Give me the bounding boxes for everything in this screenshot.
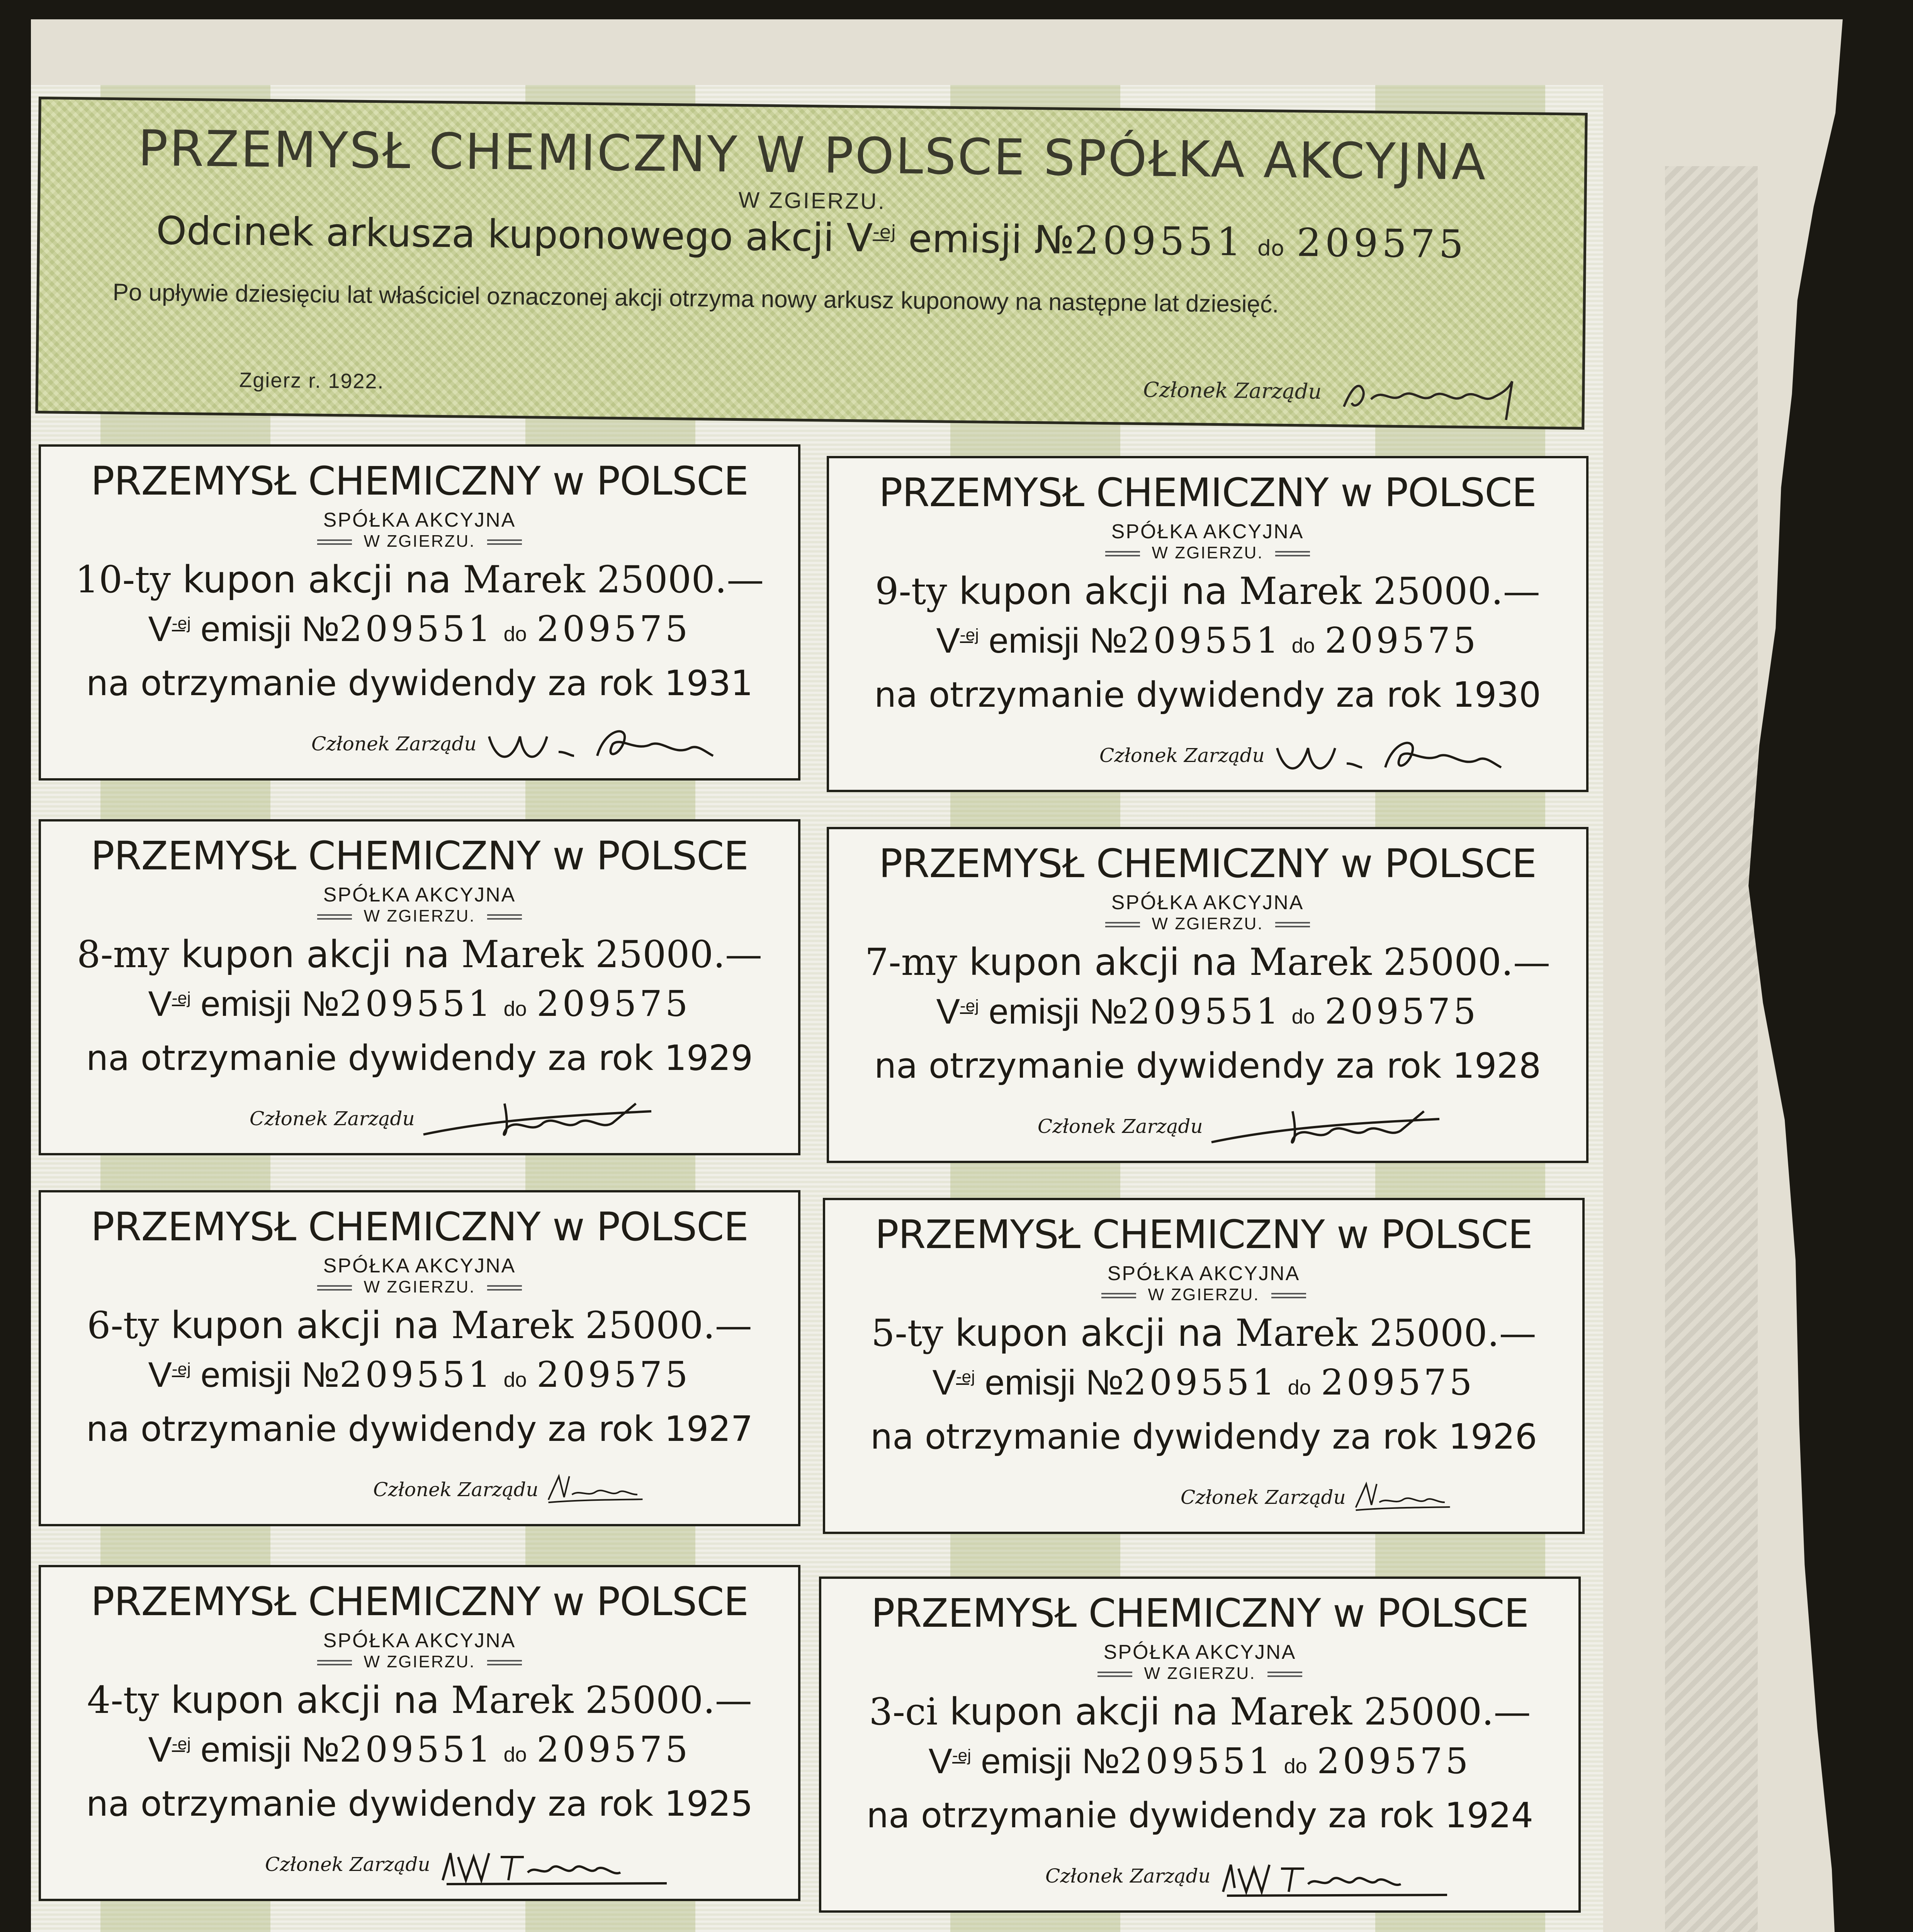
- coupon-amount: 25000.—: [585, 1679, 752, 1722]
- coupon-numero: №: [1086, 1363, 1124, 1402]
- coupon-number-from: 209551: [1123, 1362, 1278, 1403]
- coupon-dividend-line: [825, 1417, 1582, 1457]
- coupon-dividend-line: [41, 1409, 798, 1449]
- coupon-do: do: [1288, 1376, 1311, 1399]
- coupon-year: 1930: [1452, 675, 1541, 715]
- ornament-dash-left: [317, 1285, 352, 1291]
- coupon-member-label: Członek Zarządu: [250, 1107, 415, 1130]
- coupon-member-label: Członek Zarządu: [1038, 1115, 1203, 1138]
- coupon-emisji-sup: -ej: [960, 625, 979, 645]
- header-signature: [1336, 364, 1530, 424]
- coupon-dividend-line: [41, 1784, 798, 1824]
- coupon-do: do: [1291, 1005, 1315, 1028]
- ornament-dash-right: [1275, 922, 1310, 927]
- coupon-member-label: Członek Zarządu: [1099, 744, 1265, 767]
- coupon-signature: [543, 1459, 705, 1517]
- ornament-dash-right: [1267, 1672, 1302, 1677]
- coupon-title: PRZEMYSŁ CHEMICZNY w POLSCE: [91, 1204, 748, 1250]
- coupon-5: [823, 1198, 1585, 1534]
- coupon-signature: [1215, 1845, 1455, 1903]
- coupon-company: SPÓŁKA AKCYJNA: [323, 1255, 516, 1277]
- coupon-ordinal: 3-ci: [869, 1690, 938, 1733]
- coupon-city: [41, 1277, 798, 1297]
- coupon-city-text: W ZGIERZU.: [364, 1277, 476, 1296]
- ornament-dash-left: [1101, 1293, 1136, 1298]
- coupon-ordinal: 7-my: [865, 940, 957, 984]
- coupon-signature: [420, 1088, 659, 1146]
- coupon-number-to: 209575: [537, 608, 691, 650]
- coupon-member-label: Członek Zarządu: [311, 733, 477, 755]
- ornament-dash-right: [1271, 1293, 1306, 1298]
- coupon-number-from: 209551: [1120, 1740, 1274, 1782]
- coupon-city: [41, 1652, 798, 1672]
- coupon-year: 1924: [1444, 1795, 1533, 1836]
- coupon-year: 1928: [1452, 1046, 1541, 1086]
- coupon-company: SPÓŁKA AKCYJNA: [1107, 1262, 1300, 1285]
- coupon-mid-text: kupon akcji na: [949, 1690, 1218, 1733]
- coupon-dividend-text: na otrzymanie dywidendy za rok: [86, 1784, 654, 1824]
- coupon-member-label: Członek Zarządu: [265, 1853, 430, 1876]
- coupon-numero: №: [1082, 1742, 1120, 1781]
- coupon-title: PRZEMYSŁ CHEMICZNY w POLSCE: [91, 458, 748, 504]
- coupon-member-label: Członek Zarządu: [1181, 1486, 1346, 1509]
- coupon-city-text: W ZGIERZU.: [1148, 1285, 1260, 1304]
- coupon-ordinal: 9-ty: [875, 570, 947, 613]
- ornament-dash-left: [317, 914, 352, 920]
- coupon-number-from: 209551: [339, 983, 494, 1024]
- coupon-marek: Marek: [461, 933, 584, 976]
- coupon-title: PRZEMYSŁ CHEMICZNY w POLSCE: [879, 470, 1536, 516]
- ornament-dash-right: [487, 1285, 522, 1291]
- coupon-amount: 25000.—: [597, 558, 764, 601]
- coupon-company: SPÓŁKA AKCYJNA: [1103, 1641, 1296, 1663]
- coupon-marek: Marek: [463, 558, 585, 601]
- coupon-city-text: W ZGIERZU.: [1144, 1664, 1256, 1683]
- coupon-dividend-text: na otrzymanie dywidendy za rok: [874, 1046, 1442, 1086]
- coupon-signature: [1269, 725, 1509, 783]
- section-number-from: 209551: [1074, 218, 1245, 265]
- coupon-do: do: [503, 997, 527, 1020]
- ornament-dash-right: [487, 914, 522, 920]
- coupon-amount-line: [41, 1304, 798, 1347]
- coupon-city: [41, 532, 798, 551]
- coupon-city: [821, 1664, 1578, 1683]
- coupon-emisji-prefix: V: [928, 1742, 952, 1781]
- ornament-dash-right: [487, 1660, 522, 1665]
- coupon-city: [829, 914, 1586, 934]
- coupon-dividend-text: na otrzymanie dywidendy za rok: [86, 663, 654, 704]
- coupon-number-to: 209575: [537, 983, 691, 1024]
- coupon-marek: Marek: [1230, 1690, 1352, 1733]
- coupon-year: 1925: [664, 1784, 753, 1824]
- coupon-marek: Marek: [451, 1304, 574, 1347]
- coupon-emisji-prefix: V: [148, 1355, 172, 1395]
- coupon-marek: Marek: [1235, 1311, 1358, 1355]
- coupon-number-to: 209575: [537, 1354, 691, 1395]
- coupon-title: PRZEMYSŁ CHEMICZNY w POLSCE: [875, 1212, 1532, 1258]
- coupon-emission-line: [825, 1362, 1582, 1403]
- coupon-company: SPÓŁKA AKCYJNA: [323, 509, 516, 531]
- coupon-8: [39, 819, 800, 1155]
- header-member-label: Członek Zarządu: [1143, 377, 1322, 404]
- coupon-dividend-text: na otrzymanie dywidendy za rok: [866, 1795, 1434, 1836]
- header-place-date: Zgierz r. 1922.: [239, 368, 384, 393]
- coupon-signature: [435, 1834, 674, 1892]
- coupon-city: [829, 543, 1586, 563]
- section-numero: №: [1034, 217, 1075, 263]
- coupon-emission-line: [41, 1354, 798, 1395]
- coupon-emisji-sup: -ej: [172, 988, 191, 1008]
- coupon-amount-line: [825, 1311, 1582, 1355]
- coupon-emisji-sup: -ej: [172, 614, 191, 633]
- coupon-emisji-word: emisji: [989, 621, 1080, 660]
- coupon-mid-text: kupon akcji na: [955, 1311, 1224, 1355]
- header-note: Po upływie dziesięciu lat właściciel oznaczonej akcji otrzyma nowy arkusz kuponowy na następne lat dziesięć.: [112, 279, 1279, 318]
- section-number-to: 209575: [1296, 220, 1468, 267]
- coupon-numero: №: [1089, 621, 1128, 660]
- coupon-6: [39, 1190, 800, 1526]
- coupon-emisji-word: emisji: [985, 1363, 1076, 1402]
- coupon-title: PRZEMYSŁ CHEMICZNY w POLSCE: [871, 1590, 1529, 1636]
- coupon-dividend-text: na otrzymanie dywidendy za rok: [86, 1038, 654, 1078]
- coupon-dividend-text: na otrzymanie dywidendy za rok: [874, 675, 1442, 715]
- coupon-number-to: 209575: [1325, 991, 1479, 1032]
- coupon-ordinal: 10-ty: [75, 558, 171, 601]
- coupon-emission-line: [829, 991, 1586, 1032]
- coupon-emisji-word: emisji: [989, 992, 1080, 1031]
- coupon-emisji-prefix: V: [936, 992, 960, 1031]
- coupon-ordinal: 6-ty: [87, 1304, 159, 1347]
- coupon-company: SPÓŁKA AKCYJNA: [323, 1629, 516, 1652]
- ornament-dash-right: [487, 539, 522, 545]
- coupon-mid-text: kupon akcji na: [171, 1679, 440, 1722]
- coupon-emission-line: [41, 608, 798, 650]
- coupon-emisji-sup: -ej: [172, 1734, 191, 1753]
- coupon-number-from: 209551: [339, 1354, 494, 1395]
- coupon-number-from: 209551: [339, 608, 494, 650]
- coupon-amount-line: [41, 1679, 798, 1722]
- coupon-do: do: [503, 1368, 527, 1391]
- coupon-city-text: W ZGIERZU.: [364, 1652, 476, 1671]
- coupon-city: [825, 1285, 1582, 1304]
- coupon-emisji-sup: -ej: [952, 1746, 971, 1765]
- coupon-marek: Marek: [1249, 940, 1372, 984]
- coupon-signature: [1351, 1467, 1513, 1525]
- header-city: W ZGIERZU.: [738, 187, 886, 214]
- coupon-mid-text: kupon akcji na: [171, 1304, 440, 1347]
- coupon-number-from: 209551: [1127, 620, 1282, 661]
- coupon-dividend-text: na otrzymanie dywidendy za rok: [86, 1409, 654, 1449]
- coupon-emisji-word: emisji: [200, 609, 292, 649]
- coupon-city: [41, 906, 798, 926]
- coupon-emisji-prefix: V: [148, 984, 172, 1024]
- coupon-numero: №: [301, 609, 340, 649]
- coupon-emisji-sup: -ej: [960, 996, 979, 1015]
- coupon-3: [819, 1577, 1581, 1913]
- coupon-title: PRZEMYSŁ CHEMICZNY w POLSCE: [879, 841, 1536, 887]
- ornament-dash-left: [1105, 551, 1140, 556]
- coupon-dividend-line: [829, 1046, 1586, 1086]
- coupon-number-to: 209575: [1325, 620, 1479, 661]
- coupon-year: 1929: [664, 1038, 753, 1078]
- coupon-emisji-sup: -ej: [956, 1367, 975, 1386]
- coupon-amount-line: [829, 570, 1586, 613]
- coupon-dividend-text: na otrzymanie dywidendy za rok: [870, 1417, 1438, 1457]
- coupon-dividend-line: [41, 1038, 798, 1078]
- coupon-member-label: Członek Zarządu: [1045, 1865, 1211, 1887]
- coupon-emisji-word: emisji: [200, 984, 292, 1024]
- coupon-do: do: [1284, 1755, 1307, 1778]
- coupon-emission-line: [829, 620, 1586, 661]
- coupon-number-from: 209551: [1127, 991, 1282, 1032]
- coupon-title: PRZEMYSŁ CHEMICZNY w POLSCE: [91, 1579, 748, 1625]
- coupon-marek: Marek: [1239, 570, 1362, 613]
- coupon-amount: 25000.—: [1369, 1311, 1536, 1355]
- coupon-do: do: [503, 622, 527, 646]
- ornament-dash-left: [317, 1660, 352, 1665]
- coupon-city-text: W ZGIERZU.: [364, 532, 476, 551]
- coupon-marek: Marek: [451, 1679, 574, 1722]
- coupon-emisji-prefix: V: [148, 609, 172, 649]
- coupon-amount: 25000.—: [1373, 570, 1540, 613]
- coupon-ordinal: 4-ty: [87, 1679, 159, 1722]
- coupon-mid-text: kupon akcji na: [181, 933, 450, 976]
- coupon-emisji-prefix: V: [936, 621, 960, 660]
- coupon-7: [827, 827, 1589, 1163]
- coupon-amount-line: [41, 558, 798, 601]
- coupon-year: 1926: [1448, 1417, 1537, 1457]
- ornament-dash-left: [1105, 922, 1140, 927]
- header-title: PRZEMYSŁ CHEMICZNY W POLSCE SPÓŁKA AKCYJNA: [138, 119, 1488, 192]
- header-panel: [35, 97, 1587, 430]
- coupon-numero: №: [1089, 992, 1128, 1031]
- coupon-city-text: W ZGIERZU.: [364, 906, 476, 925]
- coupon-city-text: W ZGIERZU.: [1152, 914, 1264, 933]
- ornament-dash-left: [1098, 1672, 1132, 1677]
- coupon-amount: 25000.—: [1364, 1690, 1531, 1733]
- coupon-year: 1927: [664, 1409, 753, 1449]
- coupon-amount-line: [829, 940, 1586, 984]
- coupon-number-to: 209575: [1317, 1740, 1471, 1782]
- coupon-amount-line: [821, 1690, 1578, 1733]
- section-emisji: emisji: [895, 216, 1035, 263]
- coupon-company: SPÓŁKA AKCYJNA: [1111, 891, 1304, 914]
- coupon-mid-text: kupon akcji na: [969, 940, 1238, 984]
- coupon-ordinal: 5-ty: [871, 1311, 943, 1355]
- coupon-member-label: Członek Zarządu: [373, 1478, 539, 1501]
- coupon-emisji-word: emisji: [200, 1355, 292, 1395]
- coupon-emisji-sup: -ej: [172, 1359, 191, 1379]
- coupon-numero: №: [301, 984, 340, 1024]
- coupon-amount-line: [41, 933, 798, 976]
- coupon-number-from: 209551: [339, 1729, 494, 1770]
- coupon-amount: 25000.—: [1383, 940, 1550, 984]
- coupon-emission-line: [41, 983, 798, 1024]
- section-sup: -ej: [873, 221, 896, 243]
- coupon-mid-text: kupon akcji na: [182, 558, 451, 601]
- coupon-mid-text: kupon akcji na: [959, 570, 1228, 613]
- coupon-numero: №: [301, 1355, 340, 1395]
- coupon-emission-line: [41, 1729, 798, 1770]
- background-sheet-pattern-right: [1665, 166, 1758, 1932]
- coupon-city-text: W ZGIERZU.: [1152, 543, 1264, 562]
- coupon-do: do: [1291, 634, 1315, 657]
- coupon-emisji-prefix: V: [932, 1363, 956, 1402]
- coupon-amount: 25000.—: [585, 1304, 752, 1347]
- coupon-emission-line: [821, 1740, 1578, 1782]
- coupon-10: [39, 444, 800, 781]
- coupon-numero: №: [301, 1730, 340, 1769]
- coupon-dividend-line: [41, 663, 798, 704]
- section-prefix: Odcinek arkusza kuponowego akcji V: [156, 208, 873, 261]
- coupon-emisji-word: emisji: [200, 1730, 292, 1769]
- coupon-year: 1931: [664, 663, 753, 704]
- coupon-company: SPÓŁKA AKCYJNA: [1111, 520, 1304, 543]
- ornament-dash-left: [317, 539, 352, 545]
- coupon-ordinal: 8-my: [77, 933, 169, 976]
- coupon-do: do: [503, 1743, 527, 1766]
- coupon-number-to: 209575: [537, 1729, 691, 1770]
- coupon-9: [827, 456, 1589, 792]
- coupon-company: SPÓŁKA AKCYJNA: [323, 884, 516, 906]
- section-do: do: [1257, 236, 1284, 261]
- coupon-4: [39, 1565, 800, 1901]
- coupon-dividend-line: [821, 1795, 1578, 1836]
- coupon-sheet: [31, 85, 1603, 1932]
- coupon-emisji-prefix: V: [148, 1730, 172, 1769]
- coupon-signature: [481, 713, 721, 771]
- coupon-signature: [1208, 1096, 1447, 1154]
- coupon-title: PRZEMYSŁ CHEMICZNY w POLSCE: [91, 833, 748, 879]
- ornament-dash-right: [1275, 551, 1310, 556]
- coupon-number-to: 209575: [1321, 1362, 1475, 1403]
- coupon-dividend-line: [829, 675, 1586, 715]
- coupon-amount: 25000.—: [595, 933, 762, 976]
- coupon-emisji-word: emisji: [981, 1742, 1072, 1781]
